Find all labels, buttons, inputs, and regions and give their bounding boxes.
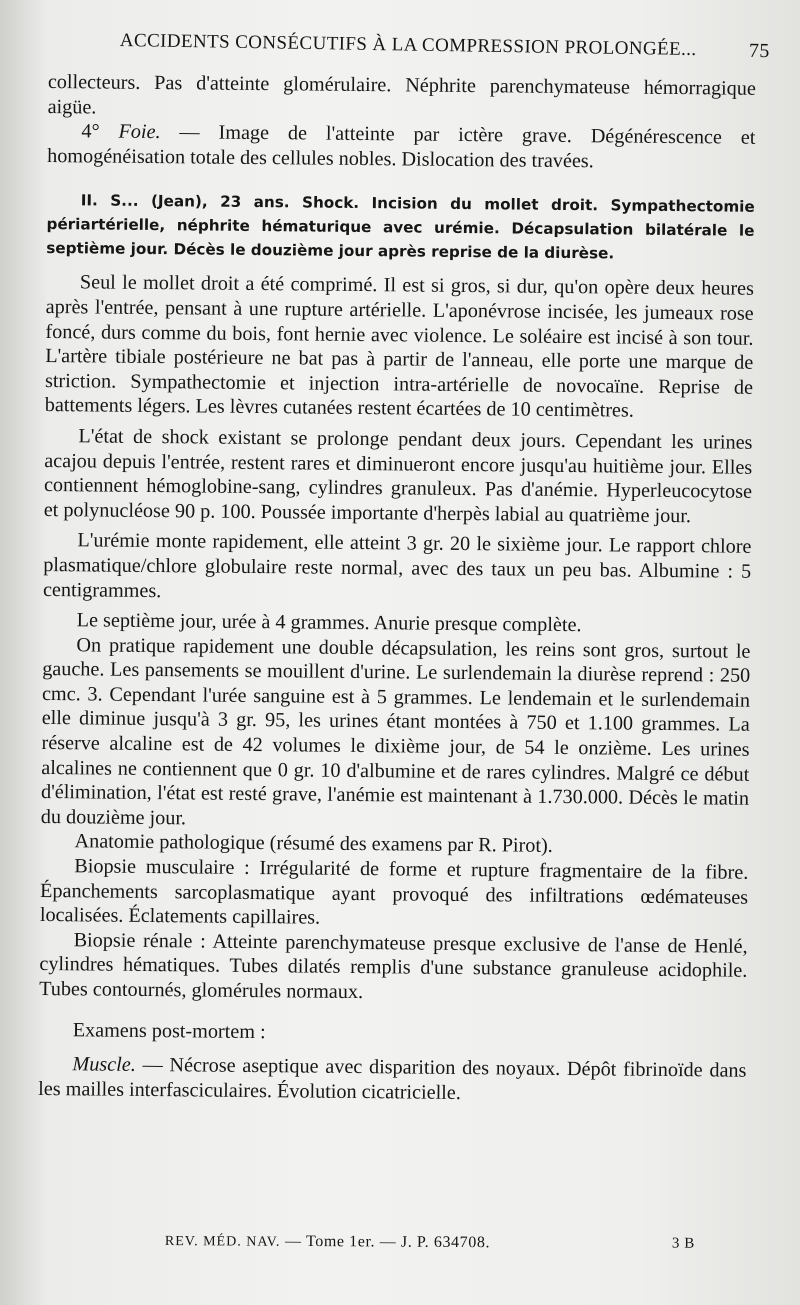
paragraph-muscle-biopsy: Biopsie musculaire : Irrégularité de forme et rupture fragmentaire de la fibre. Épanchements sarcoplasmatique ayant provoqué des infiltrations œdémateuses localisées. Éclatements capillaires.: [39, 855, 749, 929]
tome-reference: — Tome 1er. — J. P. 634708.: [285, 1232, 491, 1252]
paragraph-decapsulation: On pratique rapidement une double décapsulation, les reins sont gros, surtout le gauche. Les pansements se mouillent d'urine. Le surlendemain la diurèse reprend : 250 cmc. 3. Cependant l'urée sanguine est à 5 grammes. Le lendemain et le surlendemain elle diminue jusqu'à 3 gr. 95, les urines étant montées à 750 et 1.100 grammes. La réserve alcaline est de 42 volumes le dixième jour, de 54 le onzième. Les urines alcalines ne contiennent que 0 gr. 10 d'albumine et de rares cylindres. Malgré ce début d'élimination, l'état est resté grave, l'anémie est maintenant à 1.730.000. Décès le matin du douzième jour.: [40, 633, 751, 830]
paragraph-liver: [47, 119, 755, 175]
paragraph-renal-biopsy: Biopsie rénale : Atteinte parenchymateuse presque exclusive de l'anse de Henlé, cylindres hématiques. Tubes dilatés remplis d'une substance granuleuse acidophile. Tubes contournés, glomérules normaux.: [39, 929, 748, 1004]
paragraph-muscle-postmortem: [38, 1052, 746, 1108]
muscle-label: Muscle.: [72, 1053, 136, 1077]
paragraph-continuation: collecteurs. Pas d'atteinte glomérulaire. Néphrite parenchymateuse hémorragique aigüe.: [47, 70, 756, 119]
muscle-text: — Nécrose aseptique avec disparition des noyaux. Dépôt fibrinoïde dans les mailles interfasciculaires. Évolution cicatricielle.: [38, 1054, 747, 1104]
journal-abbrev: REV. MÉD. NAV.: [164, 1234, 281, 1250]
body-text: [38, 70, 756, 1108]
paragraph-shock: L'état de shock existant se prolonge pendant deux jours. Cependant les urines acajou depuis l'entrée, restent rares et diminueront encore jusqu'au huitième jour. Elles contiennent hémoglobine-sang, cylindres granuleux. Pas d'anémie. Hyperleucocytose et polynucléose 90 p. 100. Poussée importante d'herpès labial au quatrième jour.: [43, 425, 753, 527]
paragraph-seventh-day: Le septième jour, urée à 4 grammes. Anurie presque complète.: [76, 609, 582, 637]
running-header: [120, 30, 770, 63]
page-number: 75: [748, 39, 770, 63]
page-footer: [165, 1232, 695, 1254]
printer-signature: 3 B: [671, 1235, 695, 1252]
paragraph-uremia: L'urémie monte rapidement, elle atteint 3 gr. 20 le sixième jour. Le rapport chlore plasmatique/chlore globulaire reste normal, avec des taux un peu bas. Albumine : 5 centigrammes.: [42, 529, 752, 602]
case-heading: II. S... (Jean), 23 ans. Shock. Incision du mollet droit. Sympathectomie périartérielle, néphrite hématurique avec urémie. Décapsulation bilatérale le septième jour. Décès le douzième jour après reprise de la diurèse.: [46, 191, 755, 263]
item-number: 4°: [81, 120, 119, 143]
paragraph-pathology: Anatomie pathologique (résumé des examens par R. Pirot).: [74, 830, 553, 858]
paragraph-surgery: Seul le mollet droit a été comprimé. Il est si gros, si dur, qu'on opère deux heures après l'entrée, pensant à une rupture artérielle. L'aponévrose incisée, les jumeaux rose foncé, durs comme du bois, font hernie avec violence. Le soléaire est incisé à son tour. L'artère tibiale postérieure ne bat pas à partir de l'anneau, elle porte une marque de striction. Sympathectomie et injection intra-artérielle de novocaïne. Reprise de battements légers. Les lèvres cutanées restent écartées de 10 centimètres.: [44, 271, 755, 422]
item-text: — Image de l'atteinte par ictère grave. Dégénérescence et homogénéisation totale des cellules nobles. Dislocation des travées.: [47, 121, 756, 173]
paragraph-post-mortem: Examens post-mortem :: [72, 1018, 266, 1043]
footer-citation: [165, 1232, 490, 1252]
running-title: ACCIDENTS CONSÉCUTIFS À LA COMPRESSION PROLONGÉE...: [119, 30, 697, 61]
item-label: Foie.: [118, 120, 161, 144]
